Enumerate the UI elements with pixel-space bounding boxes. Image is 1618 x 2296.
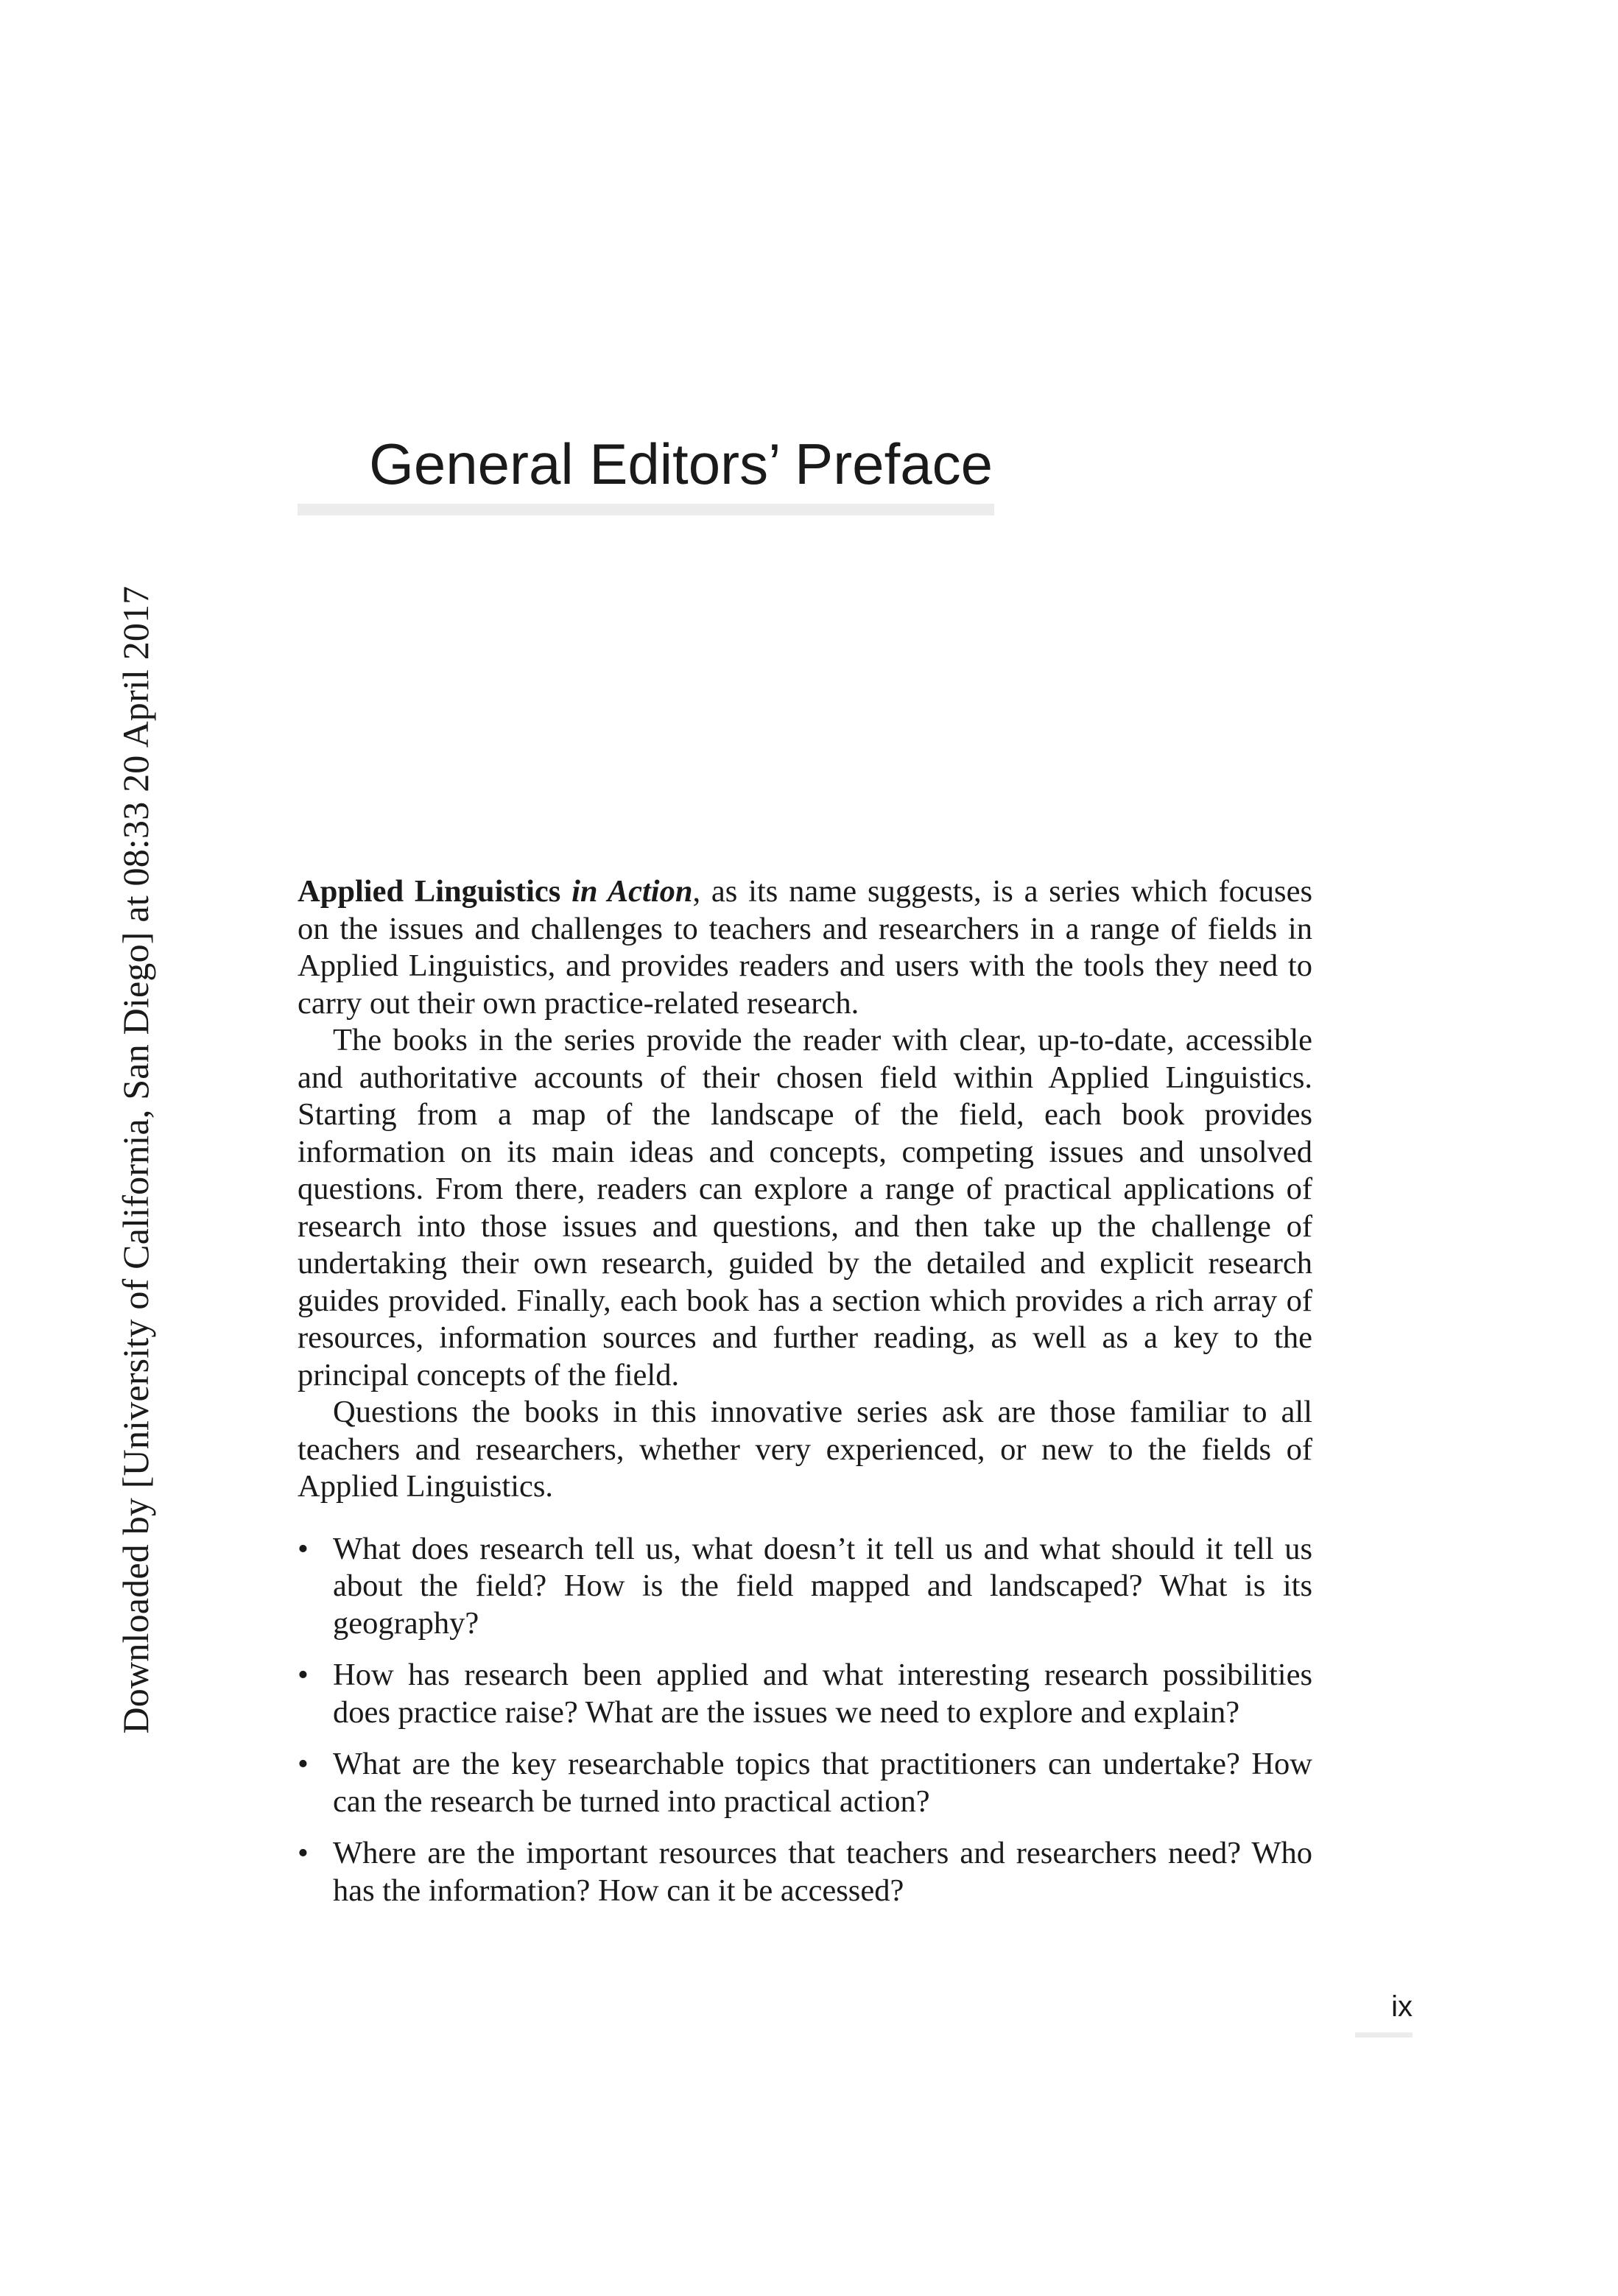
body-text <box>298 873 1312 1924</box>
list-item-text: What are the key researchable topics that practitioners can undertake? How can the research be turned into practical action? <box>333 1747 1312 1819</box>
paragraph-series-description: The books in the series provide the reader with clear, up-to-date, accessible and authoritative accounts of their chosen field within Applied Linguistics. Starting from a map of the landscape of the field, each book provides information on its main ideas and concepts, competing issues and unsolved questions. From there, readers can explore a range of practical applications of research into those issues and questions, and then take up the challenge of undertaking their own research, guided by the detailed and explicit research guides provided. Finally, each book has a section which provides a rich array of resources, information sources and further reading, as well as a key to the principal concepts of the field. <box>298 1023 1312 1392</box>
bullet-icon: • <box>298 1836 309 1870</box>
series-name: Applied Linguistics <box>298 874 561 909</box>
intro-text: , as its name suggests, is a series which focuses on the issues and challenges to teachers and researchers in a range of fields in Applied Linguistics, and provides readers and users with the tools they need to carry out their own practice-related research. <box>298 874 1312 1021</box>
list-item <box>298 1657 1312 1731</box>
list-item <box>298 1531 1312 1643</box>
series-name-italic: in Action <box>571 874 693 909</box>
list-item <box>298 1835 1312 1909</box>
bullet-icon: • <box>298 1658 309 1692</box>
list-item-text: Where are the important resources that teachers and researchers need? Who has the information? How can it be accessed? <box>333 1836 1312 1908</box>
chapter-title: General Editors’ Preface <box>369 432 993 496</box>
title-underline-rule <box>298 504 994 515</box>
bullet-icon: • <box>298 1531 309 1566</box>
bullet-icon: • <box>298 1747 309 1781</box>
paragraph-questions-intro: Questions the books in this innovative series ask are those familiar to all teachers and researchers, whether very experienced, or new to the fields of Applied Linguistics. <box>298 1395 1312 1504</box>
page-number-rule <box>1355 2032 1413 2038</box>
list-item-text: What does research tell us, what doesn’t it tell us and what should it tell us about the field? How is the field mapped and landscaped? What is its geography? <box>333 1531 1312 1641</box>
intro-paragraph <box>298 873 1312 1022</box>
page-number: ix <box>1391 1990 1413 2023</box>
list-item <box>298 1746 1312 1820</box>
question-list <box>298 1531 1312 1910</box>
download-watermark: Downloaded by [University of California, San Diego] at 08:33 20 April 2017 <box>115 585 156 1734</box>
list-item-text: How has research been applied and what interesting research possibilities does practice raise? What are the issues we need to explore and explain? <box>333 1658 1312 1730</box>
chapter-heading <box>298 429 994 515</box>
